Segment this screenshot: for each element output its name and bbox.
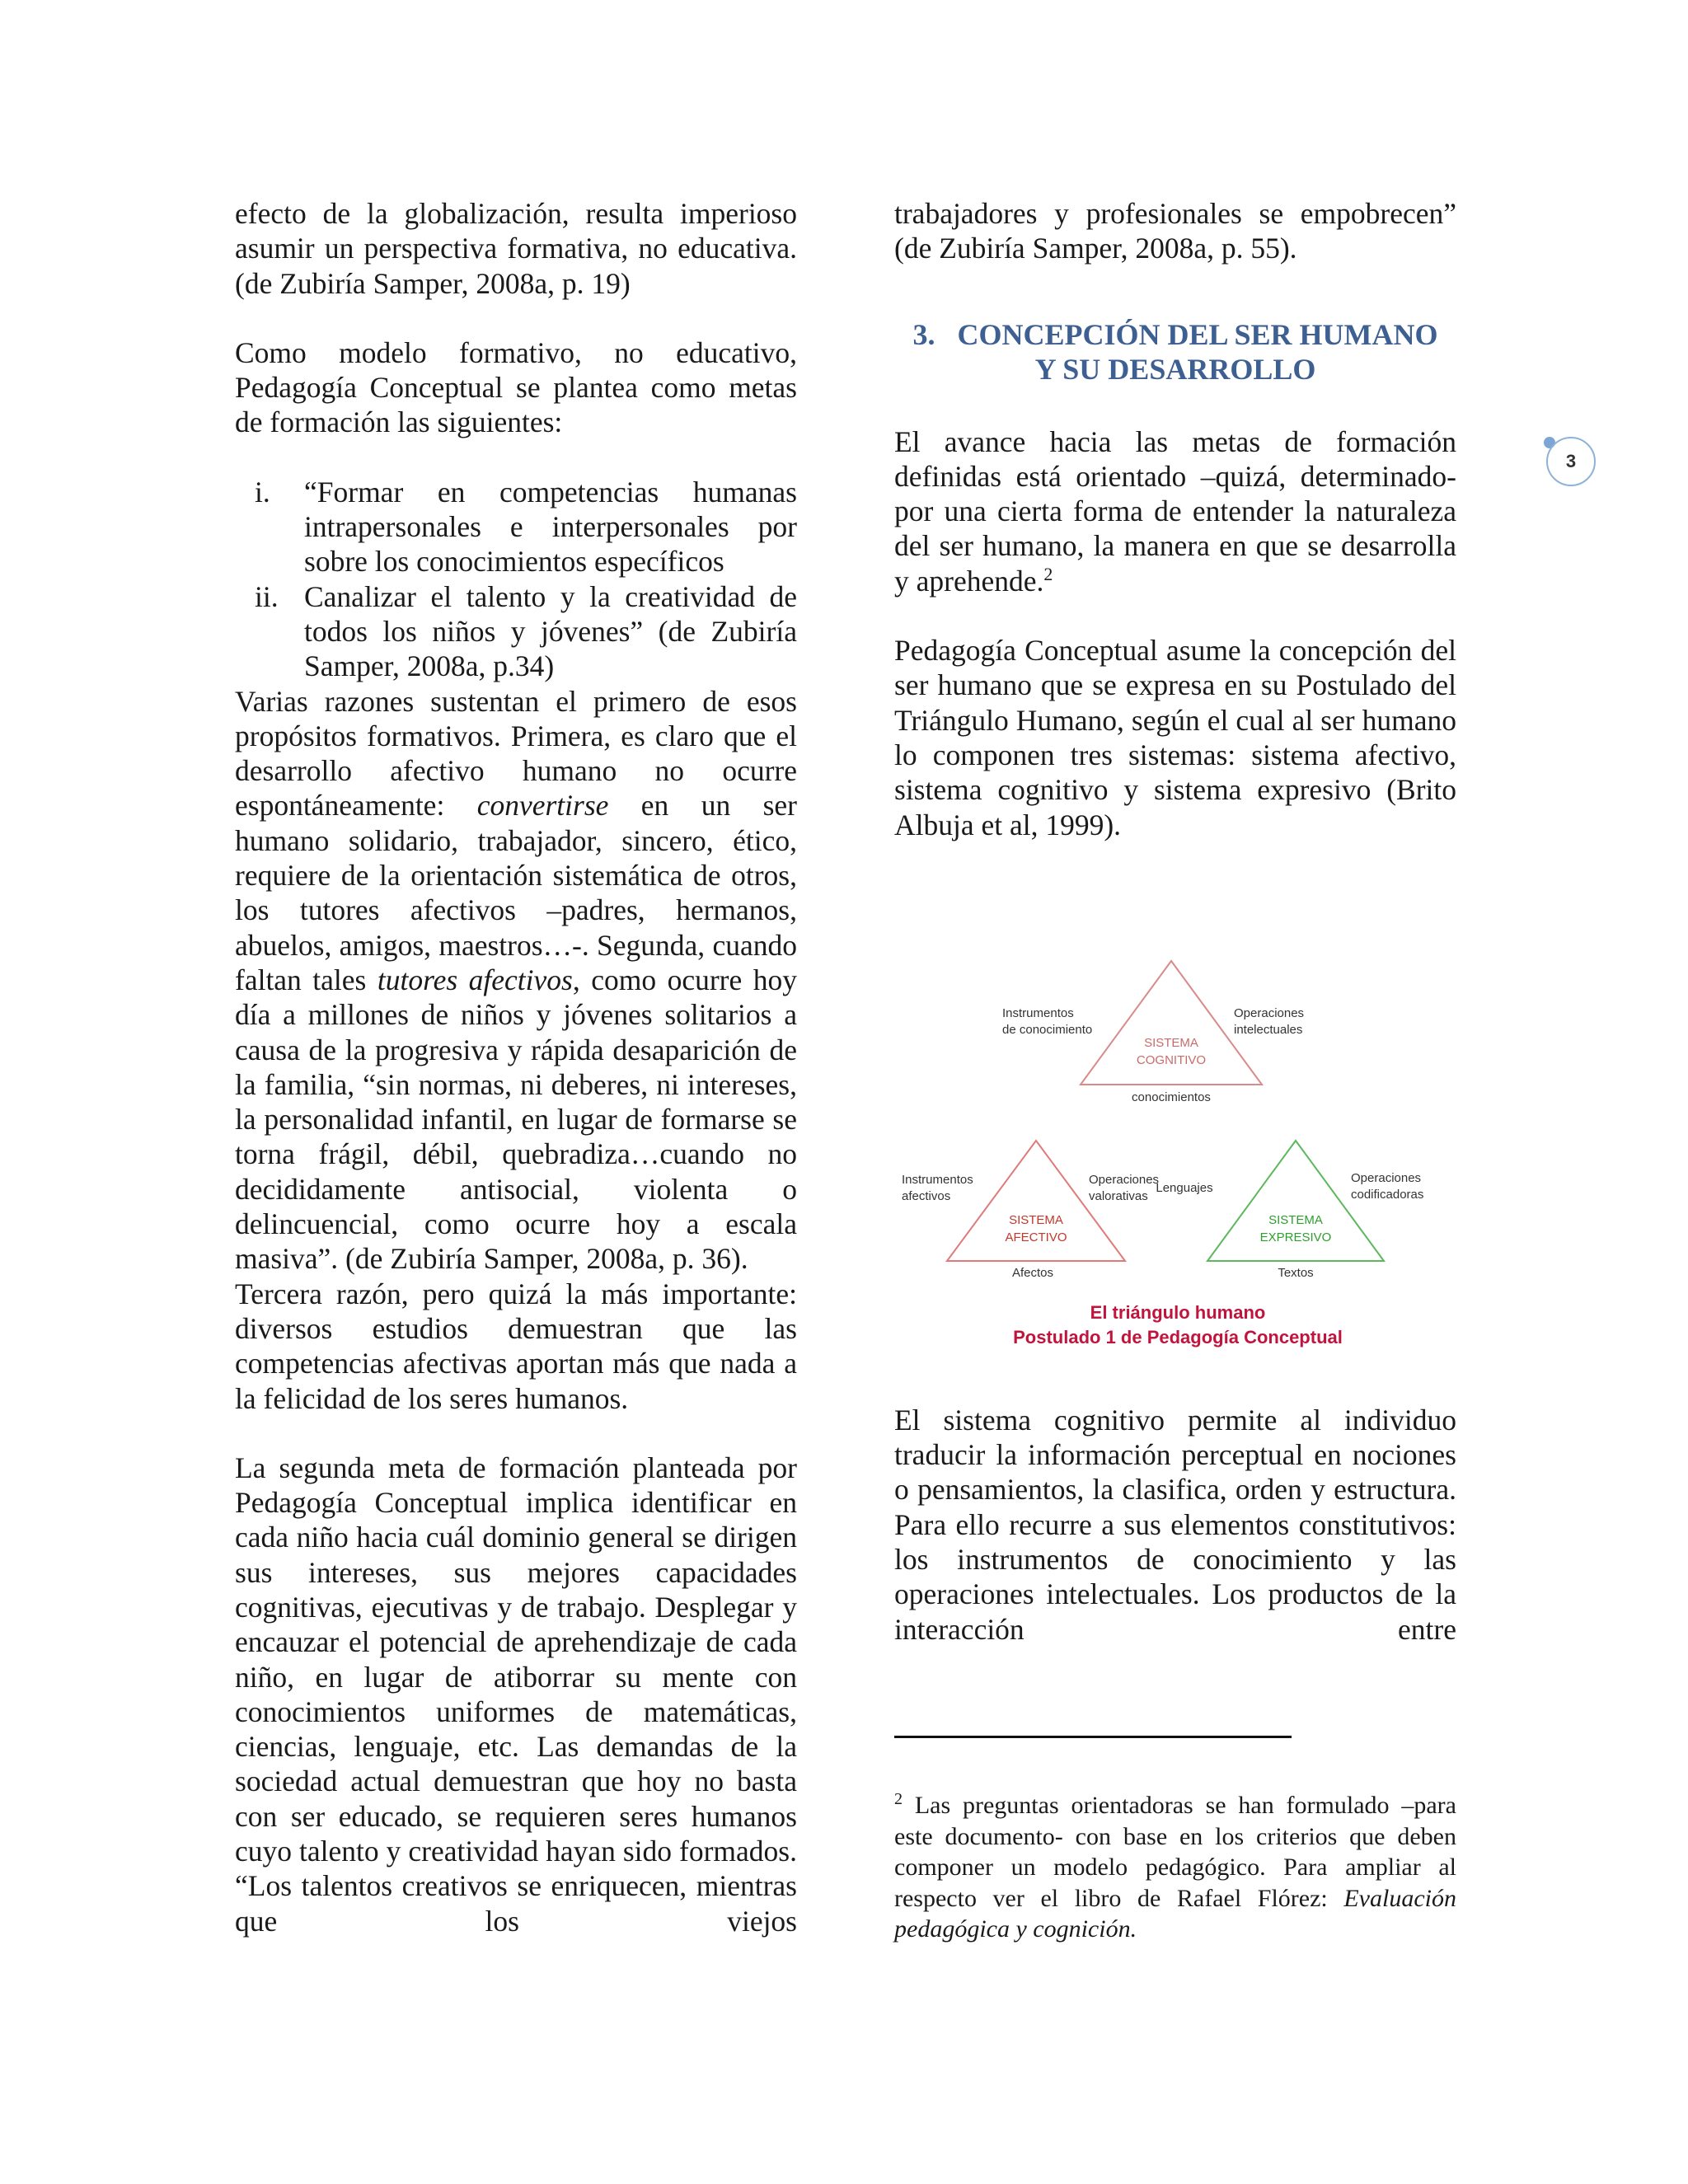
cognitive-right-label-1: Operaciones [1234,1006,1305,1020]
left-column [235,196,797,1938]
footnote-ref[interactable]: 2 [1043,563,1053,584]
expressive-name-2: EXPRESIVO [1259,1230,1332,1244]
paragraph: La segunda meta de formación planteada por Pedagogía Conceptual implica identificar en cada niño hacia cuál dominio general se dirigen sus intereses, sus mejores capacidades cognitivas, ejecutivas y de trabajo. Desplegar y encauzar el potencial de aprehendizaje de cada niño, en lugar de atiborrar su mente con conocimientos uniformes de matemáticas, ciencias, lenguaje, etc. Las demandas de la sociedad actual demuestran que hoy no basta con ser educado, se requieren seres humanos cuyo talento y creatividad hayan sido formados. “Los talentos creativos se enriquecen, mientras que los viejos [235,1451,797,1938]
paragraph: Como modelo formativo, no educativo, Pedagogía Conceptual se plantea como metas de formación las siguientes: [235,335,797,439]
text-run: , como ocurre hoy día a millones de niños y jóvenes solitarios a causa de la progresiva y rápida desaparición de la familia, “sin normas, ni deberes, ni intereses, la personalidad infantil, en lugar de formarse se torna frágil, débil, quebradiza…cuando no decididamente antisocial, violenta o delincuencial, como ocurre hoy a escala masiva”. (de Zubiría Samper, 2008a, p. 36). [235,963,797,1276]
section-heading [894,317,1456,387]
emphasis: convertirse [476,789,609,823]
goals-list [235,475,797,684]
affective-left-label-1: Instrumentos [902,1173,973,1187]
paragraph: El sistema cognitivo permite al individuo traducir la información perceptual en nociones o pensamientos, la clasifica, orden y estructura. Para ello recurre a sus elementos constitutivos: los instrumentos de conocimiento y las operaciones intelectuales. Los productos de la interacción entre [894,1403,1456,1646]
affective-name-2: AFECTIVO [1005,1230,1067,1244]
expressive-right-label-1: Operaciones [1351,1171,1422,1185]
expressive-left-label: Lenguajes [1156,1181,1213,1195]
footnote-rule [894,1736,1292,1738]
cognitive-left-label-2: de conocimiento [1002,1023,1093,1037]
expressive-name-1: SISTEMA [1268,1213,1323,1227]
figure-caption-title: El triángulo humano [1090,1302,1266,1323]
page-number: 3 [1546,437,1596,486]
emphasis: tutores afectivos [377,963,573,996]
affective-left-label-2: afectivos [902,1189,951,1203]
cognitive-bottom-label: conocimientos [1132,1090,1211,1104]
list-marker: i. [255,475,270,509]
figure-caption-subtitle: Postulado 1 de Pedagogía Conceptual [1013,1327,1343,1347]
paragraph: Pedagogía Conceptual asume la concepción del ser humano que se expresa en su Postulado del Triángulo Humano, según el cual al ser humano lo componen tres sistemas: sistema afectivo, sistema cognitivo y sistema expresivo (Brito Albuja et al, 1999). [894,634,1456,841]
list-item [235,579,797,684]
heading-line: 3. CONCEPCIÓN DEL SER HUMANO [912,317,1438,351]
list-item-text: “Formar en competencias humanas intrapersonales e interpersonales por sobre los conocimientos específicos [304,475,797,579]
right-column [894,196,1456,1647]
affective-bottom-label: Afectos [1011,1266,1054,1280]
cognitive-left-label-1: Instrumentos [1002,1006,1074,1020]
list-item [235,475,797,579]
text-run: en un ser humano solidario, trabajador, sincero, ético, requiere de la orientación sistemática de otros, los tutores afectivos –padres, hermanos, abuelos, amigos, maestros…-. Segunda, cuando faltan tales [235,789,797,996]
text-run: Las preguntas orientadoras se han formulado –para este documento- con base en los criterios que deben componer un modelo pedagógico. Para ampliar al respecto ver el libro de Rafael Flórez: [894,1792,1456,1912]
cognitive-right-label-2: intelectuales [1234,1023,1303,1037]
expressive-bottom-label: Textos [1278,1266,1314,1280]
text-run: El avance hacia las metas de formación definidas está orientado –quizá, determinado- por una cierta forma de entender la naturaleza del ser humano, la manera en que se desarrolla y aprehende. [894,424,1456,598]
triangle-diagram [894,948,1456,1376]
paragraph: Tercera razón, pero quizá la más importante: diversos estudios demuestran que las competencias afectivas aportan más que nada a la felicidad de los seres humanos. [235,1277,797,1415]
paragraph [235,684,797,1277]
footnote-text [894,1790,1456,1945]
cognitive-name-2: COGNITIVO [1136,1053,1207,1067]
human-triangle-figure [894,948,1456,1376]
paragraph [894,424,1456,598]
list-marker: ii. [255,579,279,613]
emphasis: Evaluación pedagógica y cognición. [894,1884,1456,1943]
cognitive-name-1: SISTEMA [1144,1036,1198,1050]
affective-name-1: SISTEMA [1009,1213,1063,1227]
footnote [894,1790,1456,1945]
text-run: Varias razones sustentan el primero de esos propósitos formativos. Primera, es claro que el desarrollo afectivo humano no ocurre espontáneamente: [235,684,797,823]
paragraph: efecto de la globalización, resulta imperioso asumir un perspectiva formativa, no educativa. (de Zubiría Samper, 2008a, p. 19) [235,197,797,300]
expressive-right-label-2: codificadoras [1351,1188,1424,1202]
heading-line: Y SU DESARROLLO [1034,352,1316,386]
list-item-text: Canalizar el talento y la creatividad de todos los niños y jóvenes” (de Zubiría Samper, 2008a, p.34) [304,579,797,683]
footnote-marker: 2 [894,1790,903,1808]
affective-right-label-2: valorativas [1089,1189,1148,1203]
affective-right-label-1: Operaciones [1089,1173,1160,1187]
paragraph: trabajadores y profesionales se empobrecen” (de Zubiría Samper, 2008a, p. 55). [894,197,1456,265]
